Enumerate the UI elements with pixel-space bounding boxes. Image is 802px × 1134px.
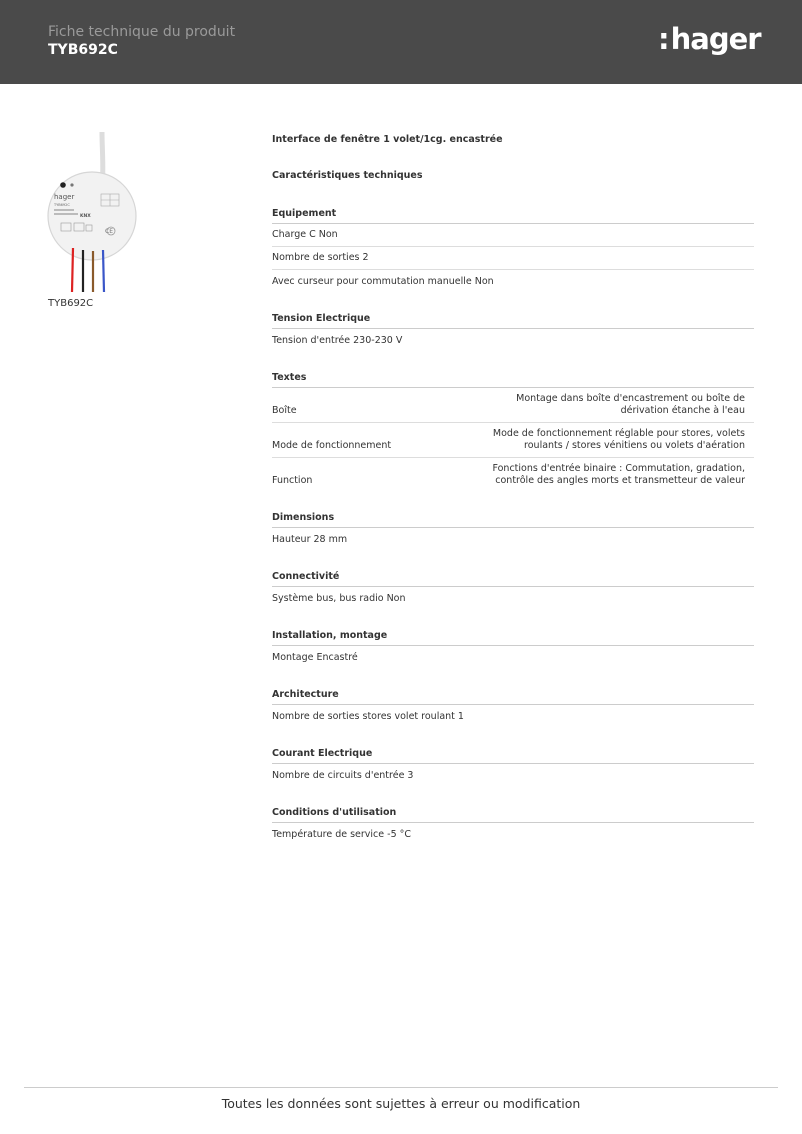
spec-key: Function: [272, 475, 313, 486]
section-title: Architecture: [272, 685, 754, 705]
spec-key: Système bus, bus radio Non: [272, 593, 406, 604]
spec-section: [272, 744, 754, 787]
section-title: Conditions d'utilisation: [272, 803, 754, 823]
spec-key: Nombre de sorties 2: [272, 252, 369, 263]
spec-key: Boîte: [272, 405, 297, 416]
spec-section: [272, 803, 754, 846]
spec-row: [272, 224, 754, 247]
hager-logo: :hager: [658, 22, 761, 56]
spec-key: Avec curseur pour commutation manuelle Non: [272, 276, 494, 287]
spec-row: [272, 423, 754, 458]
spec-sections: [272, 204, 754, 846]
spec-section: [272, 204, 754, 293]
spec-key: Tension d'entrée 230-230 V: [272, 335, 403, 346]
spec-key: Charge C Non: [272, 229, 338, 240]
spec-key: Mode de fonctionnement: [272, 440, 392, 451]
spec-row: [272, 388, 754, 423]
section-title: Installation, montage: [272, 626, 754, 646]
wire-blue: [103, 250, 104, 292]
spec-key: Nombre de sorties stores volet roulant 1: [272, 711, 464, 722]
spec-row: [272, 646, 754, 669]
svg-text:CE: CE: [105, 228, 113, 235]
spec-value: Montage dans boîte d'encastrement ou boîte de dérivation étanche à l'eau: [516, 393, 745, 416]
spec-section: [272, 567, 754, 610]
led-dot: [60, 182, 66, 188]
spec-section: [272, 508, 754, 551]
section-title: Textes: [272, 368, 754, 388]
spec-key: Nombre de circuits d'entrée 3: [272, 770, 414, 781]
wire-red: [72, 248, 73, 292]
product-title: Interface de fenêtre 1 volet/1cg. encastrée: [272, 134, 503, 145]
spec-key: Hauteur 28 mm: [272, 534, 348, 545]
spec-value: Fonctions d'entrée binaire : Commutation, gradation, contrôle des angles morts et transmetteur de valeur: [492, 463, 745, 486]
spec-section: [272, 685, 754, 728]
footer-disclaimer: Toutes les données sont sujettes à erreur ou modification: [221, 1096, 581, 1111]
section-title: Tension Electrique: [272, 309, 754, 329]
product-reference: TYB692C: [48, 42, 118, 58]
spec-content: [272, 128, 754, 846]
logo-text: hager: [670, 22, 761, 56]
image-model: TYB692C: [54, 203, 70, 207]
spec-key: Montage Encastré: [272, 652, 358, 663]
page-header: [0, 0, 802, 84]
spec-row: [272, 764, 754, 787]
spec-key: Température de service -5 °C: [272, 829, 412, 840]
spec-section: [272, 368, 754, 492]
spec-section: [272, 309, 754, 352]
image-knx: KNX: [80, 214, 91, 219]
spec-row: [272, 528, 754, 551]
image-brand: hager: [54, 193, 75, 201]
specs-heading: Caractéristiques techniques: [272, 170, 423, 181]
spec-row: [272, 587, 754, 610]
spec-section: [272, 626, 754, 669]
spec-row: [272, 270, 754, 293]
product-image: [46, 130, 138, 296]
section-title: Dimensions: [272, 508, 754, 528]
footer-divider: [24, 1087, 778, 1088]
spec-row: [272, 329, 754, 352]
section-title: Equipement: [272, 204, 754, 224]
spec-row: [272, 247, 754, 270]
spec-row: [272, 705, 754, 728]
product-caption: TYB692C: [48, 298, 94, 309]
section-title: Connectivité: [272, 567, 754, 587]
spec-value: Mode de fonctionnement réglable pour stores, volets roulants / stores vénitiens ou volets d'aération: [492, 428, 745, 451]
document-type: Fiche technique du produit: [48, 24, 236, 40]
section-title: Courant Electrique: [272, 744, 754, 764]
spec-row: [272, 823, 754, 846]
button-dot: [70, 183, 73, 186]
spec-row: [272, 458, 754, 492]
